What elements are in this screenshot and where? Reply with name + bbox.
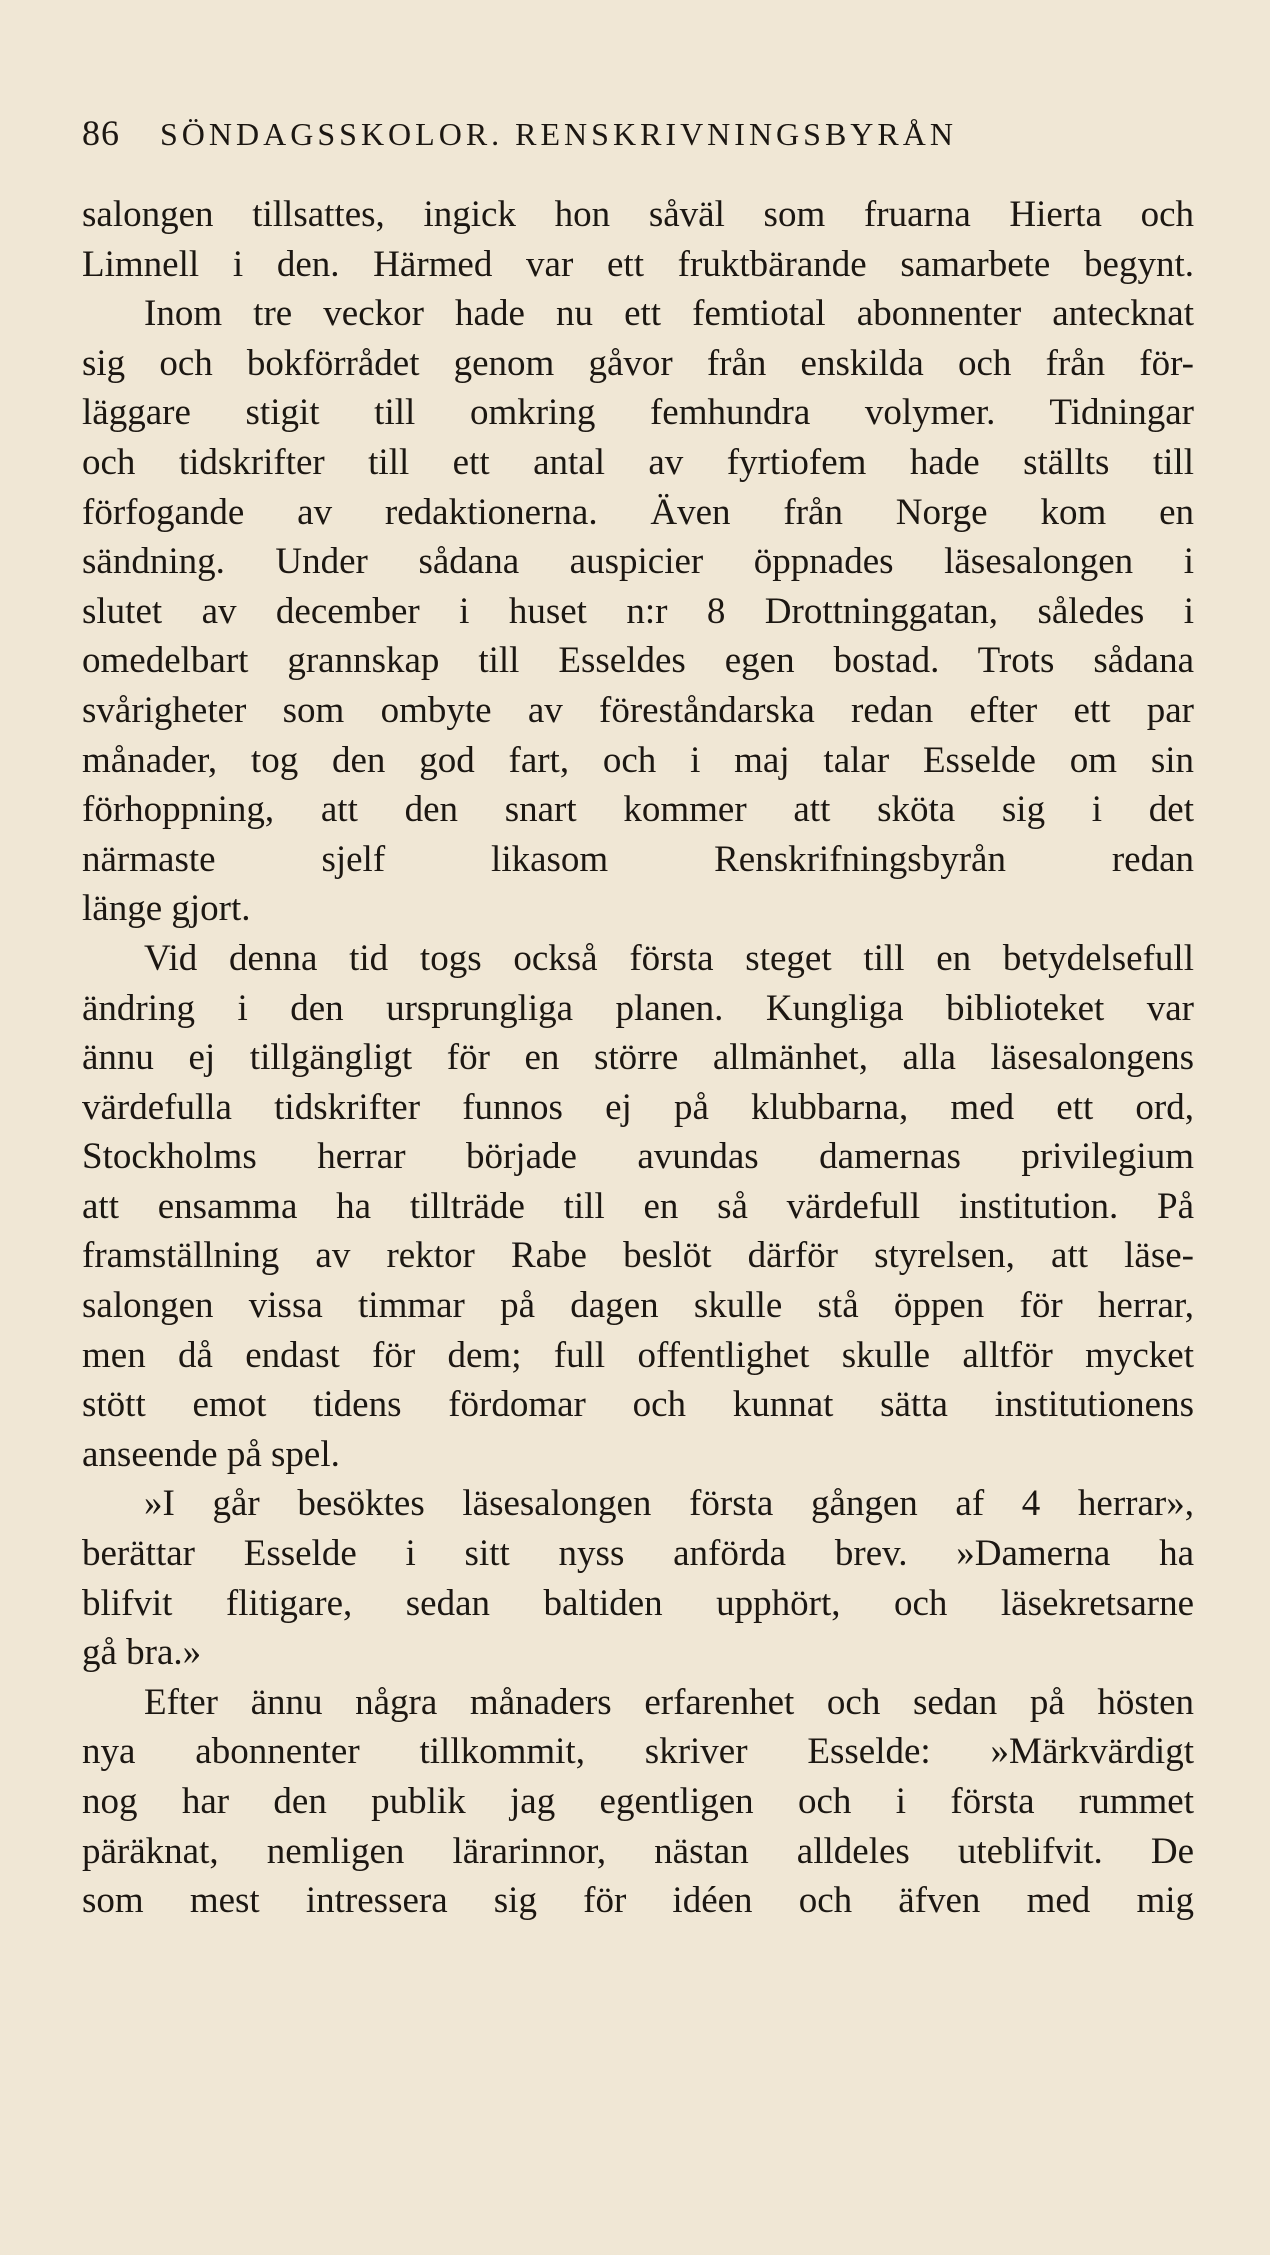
text-line: och tidskrifter till ett antal av fyrtiofem hade ställts till xyxy=(82,441,1194,483)
text-line: blifvit flitigare, sedan baltiden upphört, och läsekretsarne xyxy=(82,1582,1194,1624)
text-line: sig och bokförrådet genom gåvor från enskilda och från för- xyxy=(82,342,1194,384)
text-line: Stockholms herrar började avundas damernas privilegium xyxy=(82,1136,1194,1178)
text-line: men då endast för dem; full offentlighet skulle alltför mycket xyxy=(82,1334,1194,1376)
text-line: ändring i den ursprungliga planen. Kungliga biblioteket var xyxy=(82,987,1194,1029)
text-line: nya abonnenter tillkommit, skriver Esselde: »Märkvärdigt xyxy=(82,1731,1194,1773)
text-line: omedelbart grannskap till Esseldes egen bostad. Trots sådana xyxy=(82,640,1194,682)
running-header xyxy=(82,112,1202,154)
page-number: 86 xyxy=(82,113,120,153)
text-line: nog har den publik jag egentligen och i första rummet xyxy=(82,1781,1194,1822)
text-line: svårigheter som ombyte av föreståndarska redan efter ett par xyxy=(82,689,1194,731)
text-line: Limnell i den. Härmed var ett fruktbärande samarbete begynt. xyxy=(82,243,1194,285)
text-line: förfogande av redaktionerna. Även från Norge kom en xyxy=(82,491,1194,533)
text-line: förhoppning, att den snart kommer att sköta sig i det xyxy=(82,789,1194,831)
text-line: Efter ännu några månaders erfarenhet och sedan på hösten xyxy=(144,1681,1194,1723)
running-title: SÖNDAGSSKOLOR. RENSKRIVNINGSBYRÅN xyxy=(160,116,957,152)
text-line: Inom tre veckor hade nu ett femtiotal abonnenter antecknat xyxy=(144,293,1194,335)
text-line: månader, tog den god fart, och i maj talar Esselde om sin xyxy=(82,739,1194,781)
text-line: päräknat, nemligen lärarinnor, nästan alldeles uteblifvit. De xyxy=(82,1830,1194,1872)
text-line: Vid denna tid togs också första steget till en betydelsefull xyxy=(144,937,1194,979)
text-line: gå bra.» xyxy=(82,1632,202,1674)
text-line: stött emot tidens fördomar och kunnat sätta institutionens xyxy=(82,1384,1194,1426)
text-line: att ensamma ha tillträde till en så värdefull institution. På xyxy=(82,1185,1194,1227)
text-line: slutet av december i huset n:r 8 Drottninggatan, således i xyxy=(82,590,1194,632)
text-line: närmaste sjelf likasom Renskrifningsbyrån redan xyxy=(82,838,1194,880)
text-line: »I går besöktes läsesalongen första gången af 4 herrar», xyxy=(144,1483,1194,1525)
text-line: värdefulla tidskrifter funnos ej på klubbarna, med ett ord, xyxy=(82,1086,1194,1128)
text-line: som mest intressera sig för idéen och äfven med mig xyxy=(82,1880,1194,1922)
text-line: länge gjort. xyxy=(82,888,251,930)
text-line: salongen tillsattes, ingick hon såväl som fruarna Hierta och xyxy=(82,194,1194,235)
text-line: anseende på spel. xyxy=(82,1433,340,1475)
text-line: berättar Esselde i sitt nyss anförda brev. »Damerna ha xyxy=(82,1533,1194,1575)
text-line: framställning av rektor Rabe beslöt därför styrelsen, att läse- xyxy=(82,1235,1194,1277)
text-line: salongen vissa timmar på dagen skulle stå öppen för herrar, xyxy=(82,1285,1194,1327)
text-line: sändning. Under sådana auspicier öppnades läsesalongen i xyxy=(82,541,1194,583)
text-line: ännu ej tillgängligt för en större allmänhet, alla läsesalongens xyxy=(82,1037,1194,1079)
text-line: läggare stigit till omkring femhundra volymer. Tidningar xyxy=(82,392,1194,434)
body-text xyxy=(82,190,1194,1926)
